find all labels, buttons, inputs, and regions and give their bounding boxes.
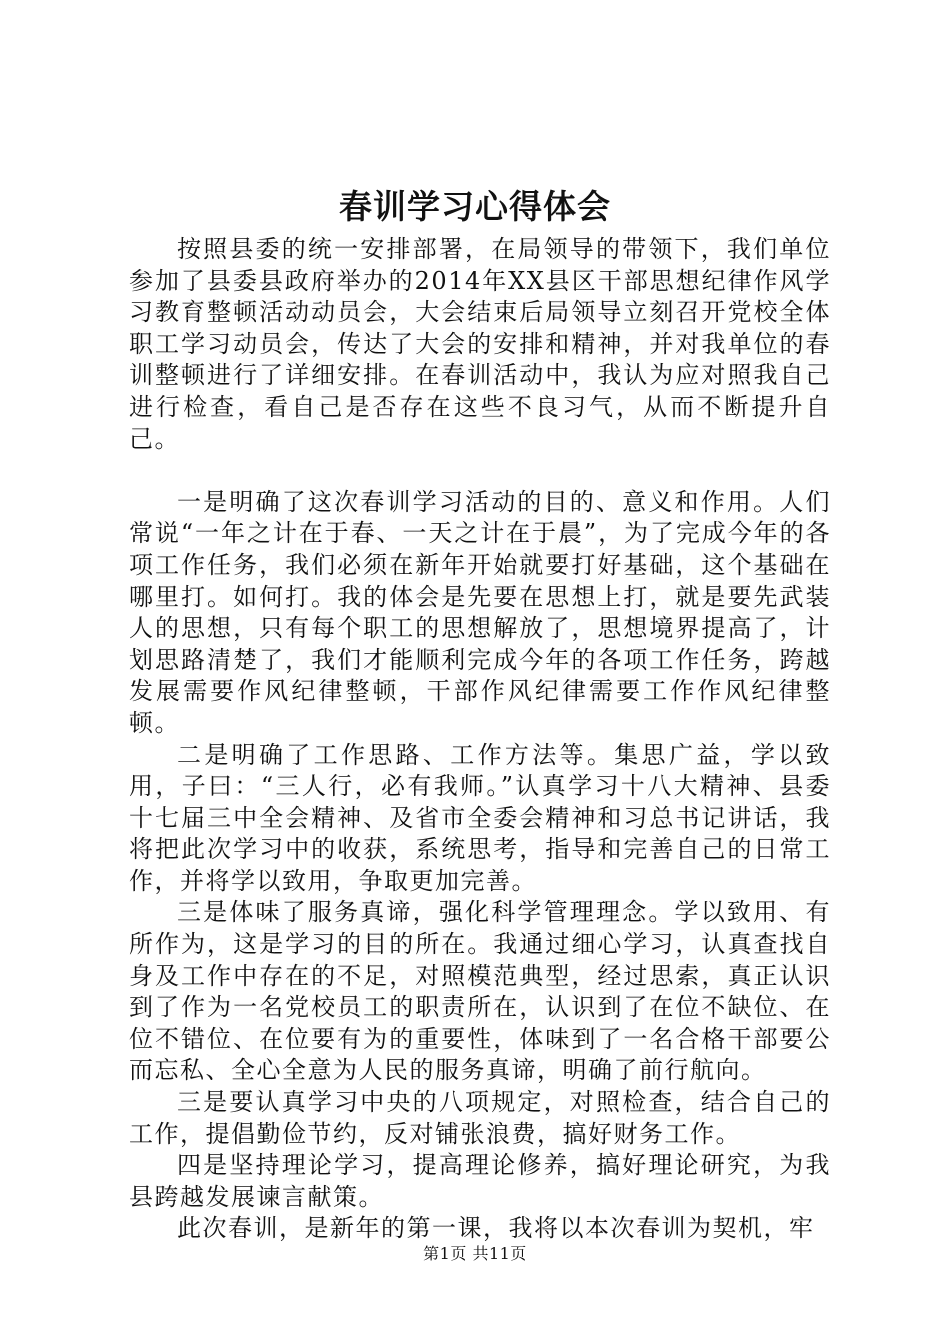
page-number-footer: 第1页 共11页 [423,1244,527,1263]
paragraph-intro: 按照县委的统一安排部署，在局领导的带领下，我们单位参加了县委县政府举办的2014年XX县区干部思想纪律作风学习教育整顿活动动员会，大会结束后局领导立刻召开党校全体职工学习动员会，传达了大会的安排和精神，并对我单位的春训整顿进行了详细安排。在春训活动中，我认为应对照我自己进行检查，看自己是否存在这些不良习气，从而不断提升自己。 [129,235,831,453]
paragraph-point-4: 四是坚持理论学习，提高理论修养，搞好理论研究，为我县跨越发展谏言献策。 [129,1151,831,1211]
paragraph-point-2: 二是明确了工作思路、工作方法等。集思广益，学以致用，子曰：“三人行，必有我师。”认真学习十八大精神、县委十七届三中全会精神、及省市全委会精神和习总书记讲话，我将把此次学习中的收获，系统思考，指导和完善自己的日常工作，并将学以致用，争取更加完善。 [129,740,831,895]
paragraph-point-1: 一是明确了这次春训学习活动的目的、意义和作用。人们常说“一年之计在于春、一天之计在于晨”，为了完成今年的各项工作任务，我们必须在新年开始就要打好基础，这个基础在哪里打。如何打。我的体会是先要在思想上打，就是要先武装人的思想，只有每个职工的思想解放了，思想境界提高了，计划思路清楚了，我们才能顺利完成今年的各项工作任务，跨越发展需要作风纪律整顿，干部作风纪律需要工作作风纪律整顿。 [129,487,831,737]
document-title: 春训学习心得体会 [339,187,611,226]
paragraph-point-3b: 三是要认真学习中央的八项规定，对照检查，结合自己的工作，提倡勤俭节约，反对铺张浪费，搞好财务工作。 [129,1088,831,1148]
paragraph-closing: 此次春训，是新年的第一课，我将以本次春训为契机，牢 [177,1214,815,1243]
document-body [129,234,831,1245]
paragraph-point-3a: 三是体味了服务真谛，强化科学管理理念。学以致用、有所作为，这是学习的目的所在。我通过细心学习，认真查找自身及工作中存在的不足，对照模范典型，经过思索，真正认识到了作为一名党校员工的职责所在，认识到了在位不缺位、在位不错位、在位要有为的重要性，体味到了一名合格干部要公而忘私、全心全意为人民的服务真谛，明确了前行航向。 [129,898,831,1085]
